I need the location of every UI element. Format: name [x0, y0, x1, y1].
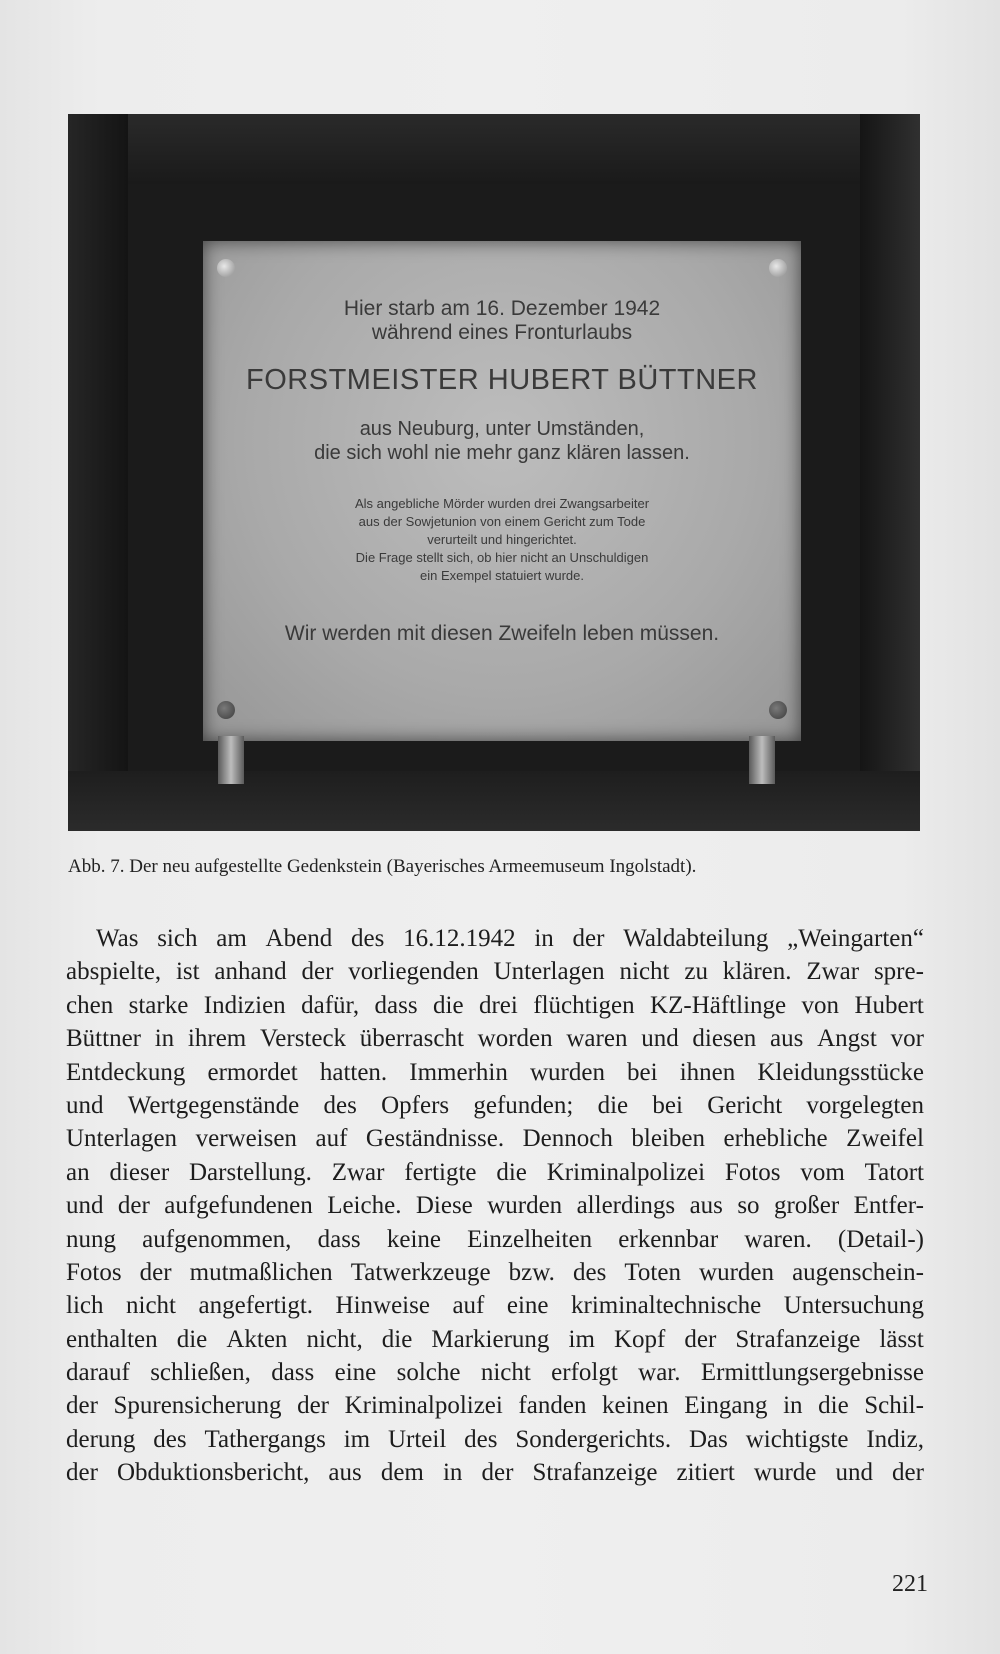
word: Tathergangs: [204, 1425, 326, 1453]
word: Kriminalpolizei: [546, 1158, 706, 1186]
word: Dennoch: [522, 1125, 613, 1153]
word: kriminaltechnische: [571, 1292, 762, 1320]
word: vorgelegten: [806, 1091, 924, 1119]
word: die: [818, 1392, 849, 1420]
word: und: [66, 1192, 104, 1220]
word: der: [297, 1392, 329, 1420]
plaque-small-line: Die Frage stellt sich, ob hier nicht an Unschuldigen: [355, 550, 649, 565]
word: dem: [380, 1459, 424, 1487]
word: so: [737, 1192, 760, 1220]
word: dass: [271, 1359, 315, 1387]
word: solche: [396, 1359, 461, 1387]
text-line: [66, 955, 924, 988]
text-line: [66, 1389, 924, 1422]
word: wurden: [699, 1258, 774, 1286]
word: Toten: [624, 1258, 681, 1286]
plaque-name: FORSTMEISTER HUBERT BÜTTNER: [246, 364, 758, 396]
word: der: [66, 1392, 98, 1420]
word: Zwar: [331, 1158, 385, 1186]
word: zu: [684, 958, 708, 986]
word: Opfers: [381, 1091, 450, 1119]
word: der: [481, 1459, 514, 1487]
word: „Weingarten“: [787, 925, 924, 952]
text-line: [66, 1089, 924, 1122]
word: ihrem: [187, 1025, 247, 1053]
plaque-text-line: die sich wohl nie mehr ganz klären lassen.: [314, 442, 690, 464]
word: Gericht: [707, 1091, 783, 1119]
word: Zwar: [806, 958, 860, 986]
word: Urteil: [387, 1425, 447, 1453]
word: aufgenommen,: [142, 1225, 292, 1253]
word: Obduktionsbericht,: [117, 1459, 310, 1487]
word: die: [433, 991, 464, 1019]
word: war.: [638, 1359, 681, 1387]
word: Eingang: [684, 1392, 768, 1420]
word: der: [139, 1258, 172, 1286]
word: darauf: [66, 1359, 130, 1387]
word: Kleidungsstücke: [757, 1058, 924, 1086]
word: fertigte: [404, 1158, 477, 1186]
word: und: [66, 1091, 104, 1119]
word: der: [572, 925, 605, 952]
word: wurde: [753, 1459, 817, 1487]
word: im: [343, 1425, 371, 1453]
word: die: [496, 1158, 527, 1186]
word: augenschein-: [792, 1258, 924, 1286]
word: KZ-Häftlinge: [650, 991, 787, 1019]
screw-icon: [769, 259, 787, 277]
word: dass: [317, 1225, 361, 1253]
word: enthalten: [66, 1325, 158, 1353]
word: keinen: [602, 1392, 669, 1420]
word: der: [117, 1192, 150, 1220]
word: keine: [386, 1225, 441, 1253]
text-line: [66, 989, 924, 1022]
word: aus: [689, 1192, 723, 1220]
word: am: [216, 925, 247, 952]
word: bei: [627, 1058, 658, 1086]
word: Fotos: [66, 1258, 122, 1286]
text-line: [66, 922, 924, 955]
plaque-text-line: während eines Fronturlaubs: [371, 321, 633, 344]
word: Kopf: [613, 1325, 666, 1353]
word: chen: [66, 991, 114, 1019]
figure-caption: Abb. 7. Der neu aufgestellte Gedenkstein (Bayerisches Armeemuseum Ingolstadt).: [68, 856, 697, 877]
word: Waldabteilung: [623, 925, 769, 952]
word: im: [568, 1325, 595, 1353]
word: Zweifel: [846, 1125, 924, 1153]
word: bei: [652, 1091, 683, 1119]
word: der: [66, 1459, 98, 1487]
memorial-photo: [68, 114, 920, 831]
word: großer: [773, 1192, 840, 1220]
photo-floor: [68, 771, 920, 831]
photo-background-top: [68, 114, 920, 184]
word: sich: [157, 925, 198, 952]
word: aus: [328, 1459, 362, 1487]
word: waren: [566, 1025, 628, 1053]
word: nicht: [126, 1292, 176, 1320]
word: wurden: [487, 1192, 563, 1220]
word: Diese: [415, 1192, 473, 1220]
word: wichtigste: [745, 1425, 849, 1453]
word: dafür,: [301, 991, 360, 1019]
plaque-closing-line: Wir werden mit diesen Zweifeln leben müssen.: [284, 622, 720, 645]
word: bzw.: [508, 1258, 555, 1286]
page-number: 221: [892, 1571, 928, 1597]
plaque-small-line: ein Exempel statuiert wurde.: [419, 568, 585, 583]
word: allerdings: [576, 1192, 676, 1220]
photo-shadow-left: [68, 114, 128, 831]
word: in: [154, 1025, 175, 1053]
text-line: [66, 1223, 924, 1256]
body-paragraph: [66, 922, 924, 1490]
word: wurden: [529, 1058, 605, 1086]
word: dieser: [109, 1158, 170, 1186]
word: derung: [66, 1425, 136, 1453]
word: erhebliche: [723, 1125, 828, 1153]
word: angefertigt.: [198, 1292, 314, 1320]
word: dass: [374, 991, 418, 1019]
word: ermordet: [207, 1058, 298, 1086]
word: die: [597, 1091, 629, 1119]
word: Strafanzeige: [735, 1325, 861, 1353]
text-line: [66, 1256, 924, 1289]
word: und: [835, 1459, 873, 1487]
text-line: [66, 1056, 924, 1089]
word: erkennbar: [618, 1225, 719, 1253]
word: Indizien: [203, 991, 286, 1019]
word: fanden: [518, 1392, 587, 1420]
word: gefunden;: [473, 1091, 574, 1119]
word: nung: [66, 1225, 116, 1253]
word: Geständnisse.: [365, 1125, 505, 1153]
word: Versteck: [259, 1025, 347, 1053]
word: eine: [506, 1292, 549, 1320]
word: Akten: [226, 1325, 288, 1353]
word: vorliegenden: [348, 958, 479, 986]
word: Markierung: [431, 1325, 550, 1353]
word: des: [323, 1091, 357, 1119]
word: eine: [334, 1359, 377, 1387]
word: Fotos: [724, 1158, 781, 1186]
plaque-text-line: aus Neuburg, unter Umständen,: [359, 418, 645, 440]
word: klären.: [722, 958, 792, 986]
text-line: [66, 1156, 924, 1189]
word: nicht: [480, 1359, 531, 1387]
word: hatten.: [319, 1058, 388, 1086]
word: Immerhin: [409, 1058, 508, 1086]
word: Leiche.: [327, 1192, 402, 1220]
plaque-stand: [218, 736, 244, 784]
word: die: [381, 1325, 413, 1353]
plaque-small-line: aus der Sowjetunion von einem Gericht zum Tode: [358, 514, 646, 529]
word: lässt: [879, 1325, 924, 1353]
word: Abend: [265, 925, 333, 952]
photo-shadow-right: [860, 114, 920, 831]
word: des: [350, 925, 385, 952]
word: Hinweise: [335, 1292, 430, 1320]
word: Büttner: [66, 1025, 141, 1053]
word: aufgefundenen: [164, 1192, 313, 1220]
word: in: [442, 1459, 463, 1487]
text-line: [66, 1122, 924, 1155]
word: in: [783, 1392, 803, 1420]
word: Hubert: [854, 991, 924, 1019]
word: zitiert: [676, 1459, 735, 1487]
word: nicht,: [306, 1325, 363, 1353]
screw-icon: [769, 701, 787, 719]
word: flüchtigen: [533, 991, 635, 1019]
text-line: [66, 1289, 924, 1322]
word: worden: [477, 1025, 553, 1053]
word: Angst: [817, 1025, 877, 1053]
word: 16.12.1942: [403, 925, 516, 952]
word: Unterlagen: [66, 1125, 178, 1153]
word: abspielte,: [66, 958, 162, 986]
word: lich: [66, 1292, 104, 1320]
plaque-small-line: verurteilt und hingerichtet.: [427, 532, 577, 547]
word: an: [66, 1158, 90, 1186]
word: verweisen: [195, 1125, 297, 1153]
word: Untersuchung: [783, 1292, 924, 1320]
word: des: [572, 1258, 607, 1286]
word: Wertgegenstände: [127, 1091, 300, 1119]
word: ihnen: [679, 1058, 736, 1086]
word: Schil-: [864, 1392, 924, 1420]
word: Indiz,: [866, 1425, 924, 1453]
word: überrascht: [359, 1025, 464, 1053]
word: nicht: [619, 958, 670, 986]
word: ist: [175, 958, 200, 986]
word: Strafanzeige: [532, 1459, 658, 1487]
word: Entfer-: [853, 1192, 924, 1220]
word: Ermittlungsergebnisse: [700, 1359, 924, 1387]
memorial-plaque: [203, 241, 801, 741]
word: Unterlagen: [493, 958, 605, 986]
word: vor: [890, 1025, 924, 1053]
word: vom: [800, 1158, 845, 1186]
word: Einzelheiten: [467, 1225, 593, 1253]
word: des: [153, 1425, 187, 1453]
word: in: [534, 925, 554, 952]
text-line: [66, 1022, 924, 1055]
screw-icon: [217, 259, 235, 277]
word: starke: [128, 991, 189, 1019]
plaque-stand: [749, 736, 775, 784]
plaque-text-line: Hier starb am 16. Dezember 1942: [343, 297, 661, 320]
word: drei: [478, 991, 518, 1019]
word: (Detail-): [837, 1225, 924, 1253]
word: anhand: [214, 958, 287, 986]
word: der: [684, 1325, 717, 1353]
word: Sondergerichts.: [515, 1425, 672, 1453]
word: auf: [452, 1292, 485, 1320]
plaque-small-line: Als angebliche Mörder wurden drei Zwangsarbeiter: [354, 496, 650, 511]
text-line: [66, 1356, 924, 1389]
word: von: [801, 991, 840, 1019]
word: waren.: [744, 1225, 812, 1253]
word: der: [301, 958, 334, 986]
word: spre-: [873, 958, 924, 986]
text-line: [66, 1323, 924, 1356]
word: Darstellung.: [189, 1158, 312, 1186]
screw-icon: [217, 701, 235, 719]
word: Was: [96, 925, 139, 952]
word: diesen: [692, 1025, 757, 1053]
word: des: [464, 1425, 498, 1453]
text-line: [66, 1456, 924, 1489]
word: Das: [688, 1425, 728, 1453]
word: der: [892, 1459, 924, 1487]
word: Tatort: [864, 1158, 924, 1186]
word: Kriminalpolizei: [344, 1392, 503, 1420]
word: die: [176, 1325, 208, 1353]
text-line: [66, 1189, 924, 1222]
word: erfolgt: [551, 1359, 618, 1387]
text-line: [66, 1423, 924, 1456]
word: auf: [315, 1125, 348, 1153]
word: Spurensicherung: [113, 1392, 282, 1420]
word: Entdeckung: [66, 1058, 186, 1086]
word: aus: [770, 1025, 804, 1053]
word: Tatwerkzeuge: [350, 1258, 491, 1286]
word: und: [641, 1025, 679, 1053]
word: schließen,: [150, 1359, 251, 1387]
word: mutmaßlichen: [189, 1258, 333, 1286]
word: bleiben: [631, 1125, 705, 1153]
